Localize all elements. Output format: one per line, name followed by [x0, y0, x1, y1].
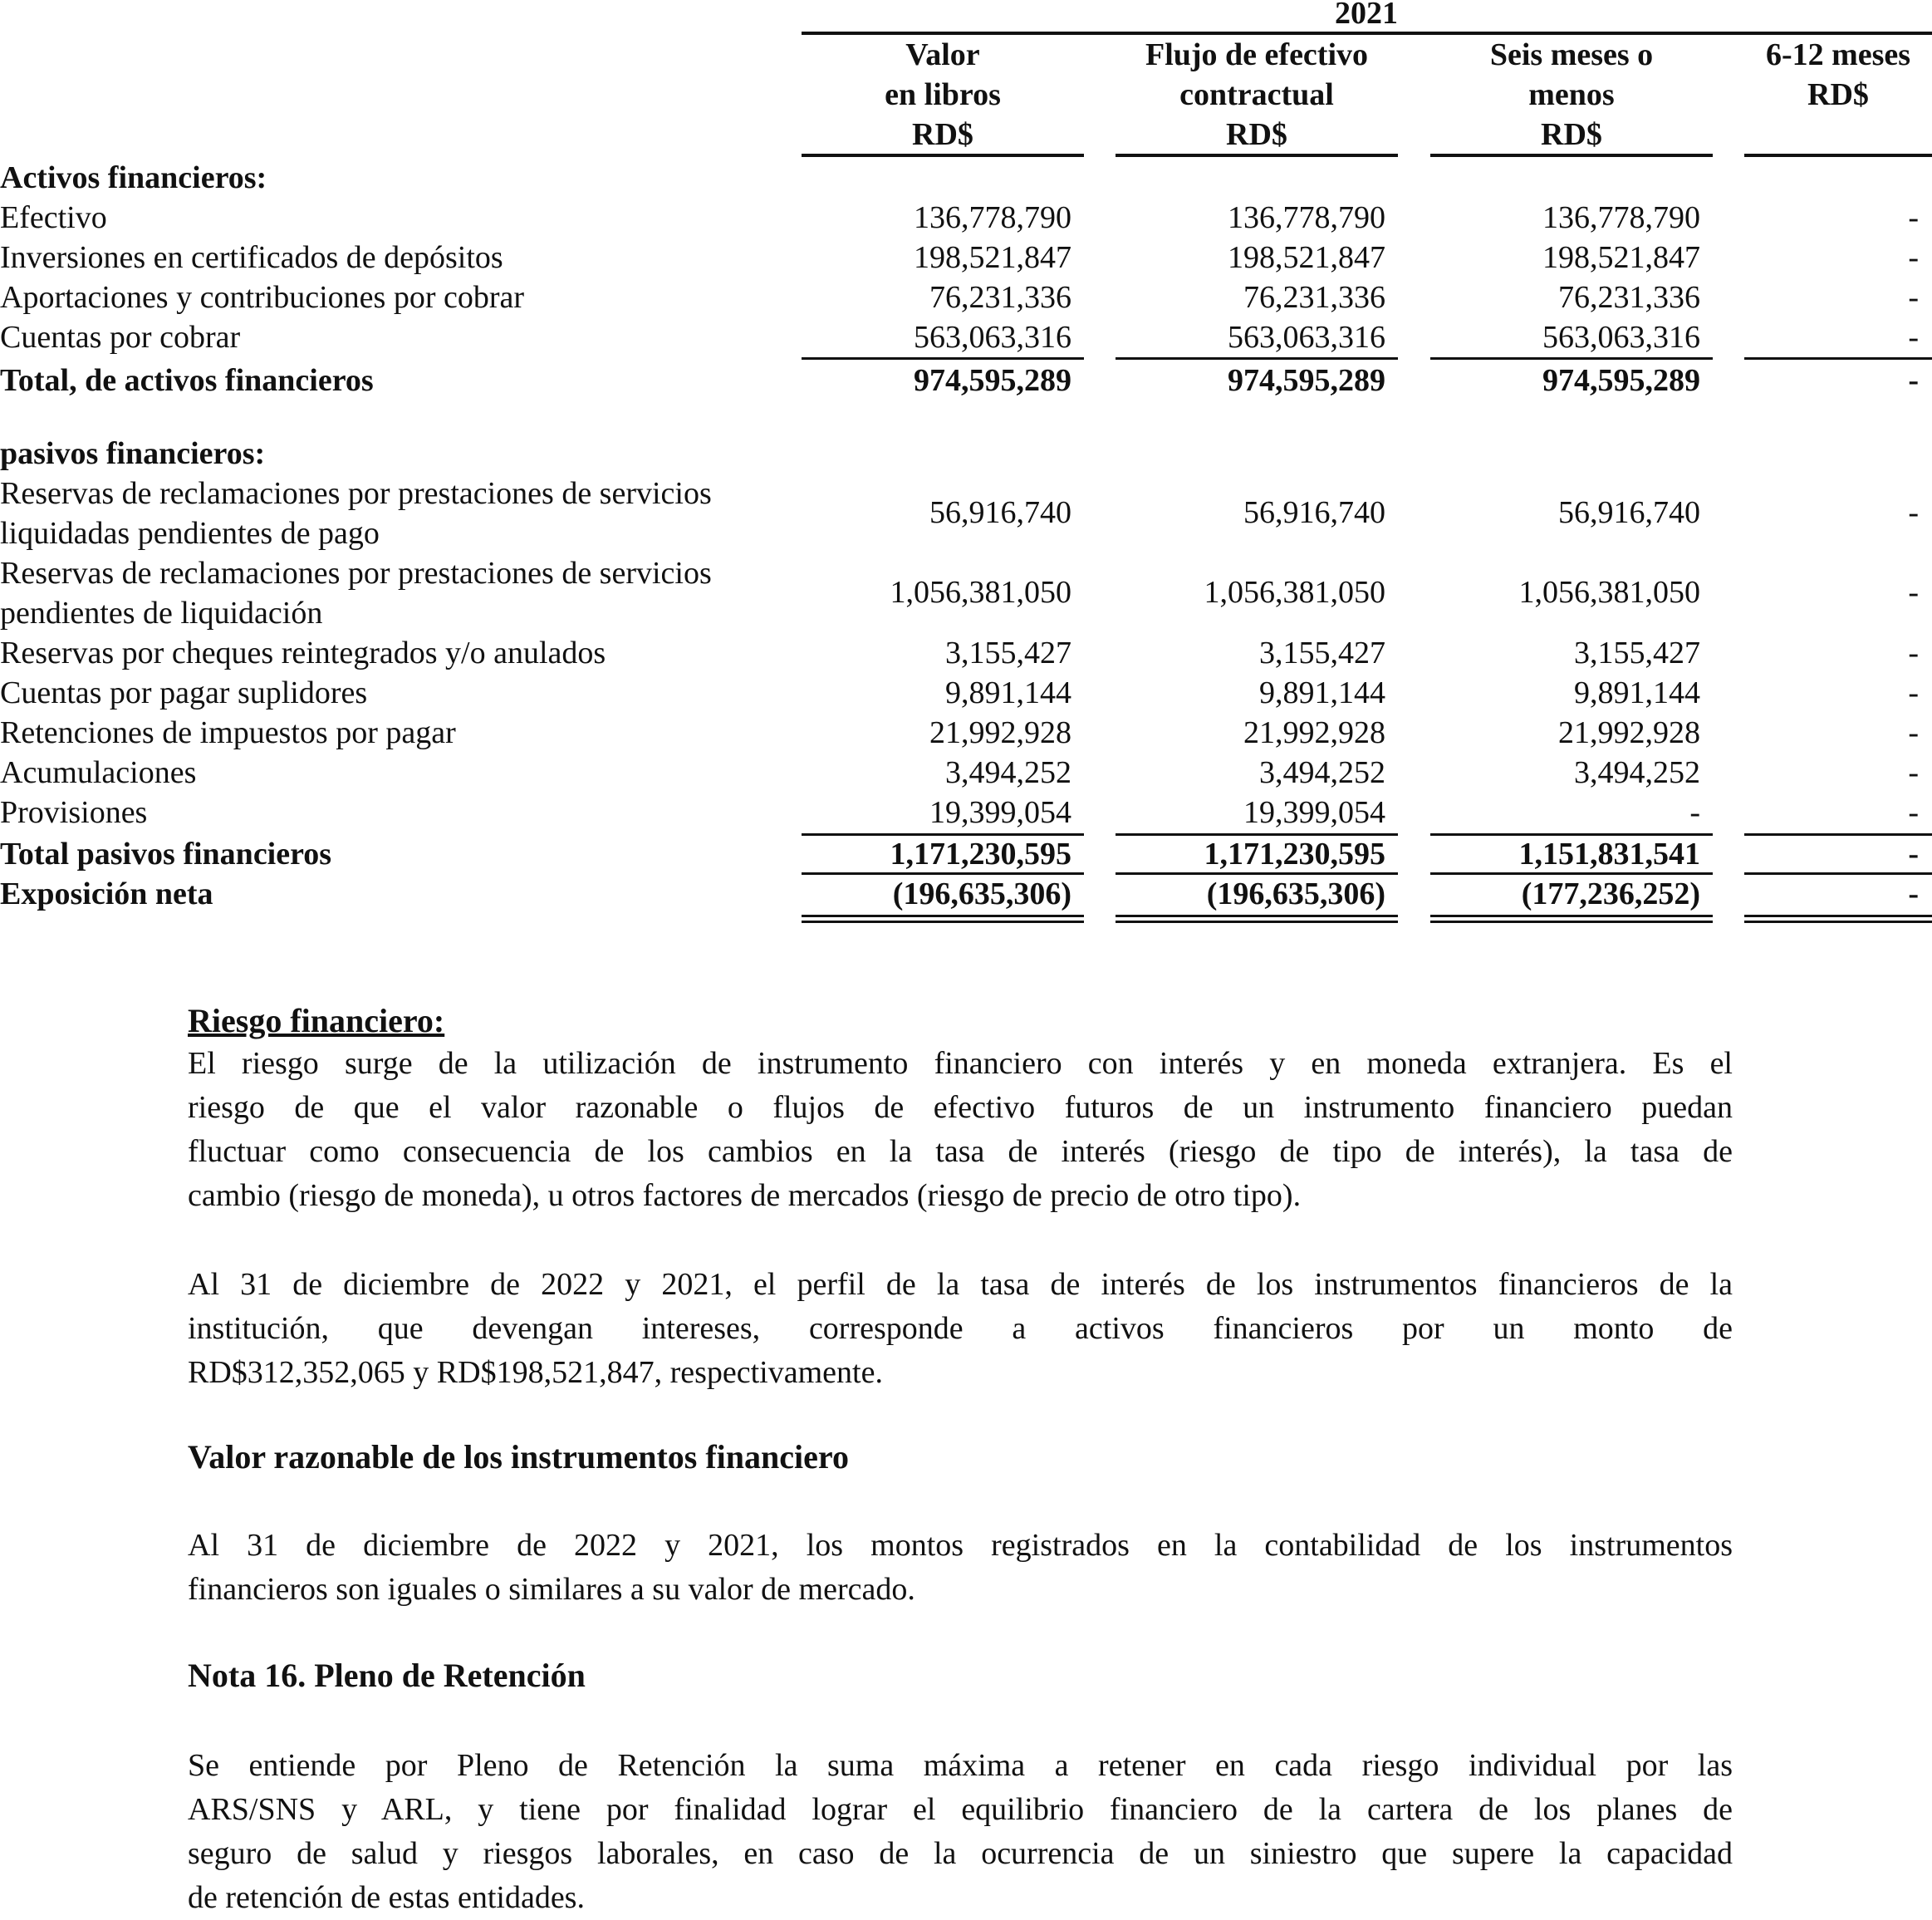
row-label: Cuentas por pagar suplidores: [0, 675, 368, 710]
double-rule: [1116, 921, 1398, 923]
double-rule: [1744, 921, 1932, 923]
cell: 76,231,336: [1243, 280, 1385, 315]
cell: -: [1908, 240, 1919, 275]
valor-paragraph: Al 31 de diciembre de 2022 y 2021, los montos registrados en la contabilidad de los instrumentos financieros son iguales o similares a su valor de mercado.: [188, 1528, 1733, 1607]
cell: 974,595,289: [1542, 363, 1700, 398]
riesgo-paragraph-1: El riesgo surge de la utilización de instrumento financiero con interés y en moneda extranjera. Es el riesgo de que el valor razonable o flujos de efectivo futuros de un instrumento financiero puedan fluctuar como consecuencia de los cambios en la tasa de interés (riesgo de tipo de interés), la tasa de cambio (riesgo de moneda), u otros factores de mercados (riesgo de precio de otro tipo).: [188, 1046, 1733, 1213]
double-rule: [1430, 921, 1713, 923]
double-rule: [1744, 915, 1932, 917]
cell: 136,778,790: [914, 200, 1071, 235]
cell: -: [1689, 795, 1700, 830]
row-label: Acumulaciones: [0, 755, 197, 790]
cell: 3,494,252: [945, 755, 1071, 790]
cell: -: [1908, 877, 1919, 911]
subtotal-rule: [1116, 357, 1398, 360]
cell: 1,056,381,050: [890, 575, 1071, 610]
cell: 563,063,316: [1228, 320, 1385, 355]
cell: 563,063,316: [1542, 320, 1700, 355]
cell: 21,992,928: [929, 715, 1071, 750]
row-label: Reservas de reclamaciones por prestaciones de servicios pendientes de liquidación: [0, 556, 712, 631]
cell: 3,494,252: [1259, 755, 1385, 790]
cell: 3,155,427: [1574, 636, 1700, 670]
cell: -: [1908, 575, 1919, 610]
cell: 198,521,847: [914, 240, 1071, 275]
cell: -: [1908, 755, 1919, 790]
cell: 9,891,144: [945, 675, 1071, 710]
cell: -: [1908, 636, 1919, 670]
subtotal-rule: [802, 357, 1084, 360]
cell: 19,399,054: [1243, 795, 1385, 830]
double-rule: [1430, 915, 1713, 917]
cell: 76,231,336: [1558, 280, 1700, 315]
riesgo-paragraph-2: Al 31 de diciembre de 2022 y 2021, el perfil de la tasa de interés de los instrumentos financieros de la institución, que devengan intereses, corresponde a activos financieros por un monto de RD$312,352,065 y RD$198,521,847, respectivamente.: [188, 1267, 1733, 1390]
col-rule: [1744, 154, 1932, 157]
subtotal-rule: [1430, 357, 1713, 360]
cell: 1,171,230,595: [1204, 837, 1385, 872]
col-header-seis: Seis meses o menos RD$: [1489, 37, 1654, 152]
cell: 56,916,740: [1243, 495, 1385, 530]
col-rule: [1430, 154, 1713, 157]
cell: 19,399,054: [929, 795, 1071, 830]
cell: (196,635,306): [892, 877, 1071, 911]
col-rule: [1116, 154, 1398, 157]
cell: 1,171,230,595: [890, 837, 1071, 872]
nota-title: Nota 16. Pleno de Retención: [188, 1657, 586, 1694]
row-label: Total, de activos financieros: [0, 363, 374, 398]
subtotal-rule: [1744, 357, 1932, 360]
col-header-612: 6-12 meses RD$: [1765, 37, 1911, 112]
cell: 76,231,336: [929, 280, 1071, 315]
cell: 136,778,790: [1228, 200, 1385, 235]
cell: -: [1908, 715, 1919, 750]
table-year: 2021: [1335, 0, 1398, 31]
cell: 3,155,427: [1259, 636, 1385, 670]
col-header-valor: Valor en libros RD$: [885, 37, 1001, 152]
cell: -: [1908, 363, 1919, 398]
cell: 974,595,289: [1228, 363, 1385, 398]
riesgo-title: Riesgo financiero:: [188, 1002, 445, 1039]
row-label: Retenciones de impuestos por pagar: [0, 715, 456, 750]
cell: -: [1908, 280, 1919, 315]
cell: 1,151,831,541: [1518, 837, 1700, 872]
row-label: Reservas por cheques reintegrados y/o anulados: [0, 636, 606, 670]
cell: -: [1908, 837, 1919, 872]
row-label: Exposición neta: [0, 877, 213, 911]
cell: 136,778,790: [1542, 200, 1700, 235]
col-header-flujo: Flujo de efectivo contractual RD$: [1145, 37, 1369, 152]
cell: -: [1908, 495, 1919, 530]
double-rule: [802, 921, 1084, 923]
nota-paragraph: Se entiende por Pleno de Retención la suma máxima a retener en cada riesgo individual por las ARS/SNS y ARL, y tiene por finalidad lograr el equilibrio financiero de la cartera de los planes de seguro de salud y riesgos laborales, en caso de la ocurrencia de un siniestro que supere la capacidad de retención de estas entidades.: [188, 1748, 1733, 1915]
cell: 21,992,928: [1558, 715, 1700, 750]
cell: 563,063,316: [914, 320, 1071, 355]
row-label: Total pasivos financieros: [0, 837, 332, 872]
cell: 974,595,289: [914, 363, 1071, 398]
row-label: Cuentas por cobrar: [0, 320, 241, 355]
liabilities-heading: pasivos financieros:: [0, 436, 266, 471]
cell: (196,635,306): [1206, 877, 1385, 911]
row-label: Reservas de reclamaciones por prestaciones de servicios liquidadas pendientes de pago: [0, 476, 712, 551]
cell: 9,891,144: [1259, 675, 1385, 710]
row-label: Aportaciones y contribuciones por cobrar: [0, 280, 525, 315]
cell: 1,056,381,050: [1518, 575, 1700, 610]
cell: 56,916,740: [929, 495, 1071, 530]
cell: 9,891,144: [1574, 675, 1700, 710]
cell: 198,521,847: [1542, 240, 1700, 275]
cell: (177,236,252): [1521, 877, 1700, 911]
cell: -: [1908, 200, 1919, 235]
col-rule: [802, 154, 1084, 157]
valor-title: Valor razonable de los instrumentos financiero: [188, 1438, 849, 1476]
assets-heading: Activos financieros:: [0, 160, 267, 195]
cell: -: [1908, 795, 1919, 830]
cell: 3,494,252: [1574, 755, 1700, 790]
cell: -: [1908, 320, 1919, 355]
cell: 1,056,381,050: [1204, 575, 1385, 610]
row-label: Inversiones en certificados de depósitos: [0, 240, 503, 275]
cell: 198,521,847: [1228, 240, 1385, 275]
cell: 56,916,740: [1558, 495, 1700, 530]
double-rule: [1116, 915, 1398, 917]
row-label: Efectivo: [0, 200, 107, 235]
row-label: Provisiones: [0, 795, 148, 830]
cell: -: [1908, 675, 1919, 710]
cell: 21,992,928: [1243, 715, 1385, 750]
cell: 3,155,427: [945, 636, 1071, 670]
double-rule: [802, 915, 1084, 917]
